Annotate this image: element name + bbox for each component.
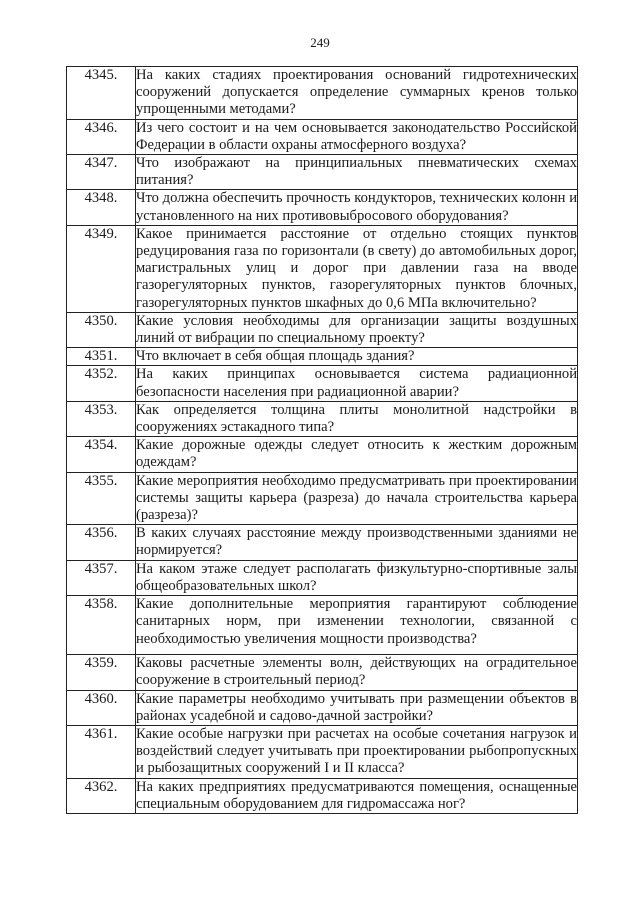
question-number: 4345. [67, 67, 136, 120]
question-number: 4353. [67, 401, 136, 436]
table-row [67, 155, 578, 190]
table-row [67, 67, 578, 120]
question-text: Что включает в себя общая площадь здания? [136, 348, 578, 366]
question-text: Как определяется толщина плиты монолитной надстройки в сооружениях эстакадного типа? [136, 401, 577, 436]
question-text: Какие дорожные одежды следует относить к жестким дорожным одеждам? [136, 437, 577, 471]
table-row [67, 437, 578, 472]
question-text: В каких случаях расстояние между производственными зданиями не нормируется? [136, 525, 577, 559]
questions-table [66, 66, 578, 814]
question-text: На каком этаже следует располагать физкультурно-спортивные залы общеобразовательных школ? [136, 560, 577, 594]
table-row [67, 366, 578, 401]
question-text: Какое принимается расстояние от отдельно стоящих пунктов редуцирования газа по горизонтали (в свету) до автомобильных дорог, магистральных улиц и дорог при давлении газа на вводе газорегуляторных пунктов, газорегуляторных пунктов блочных, газорегуляторных пунктов шкафных до 0,6 МПа включительно? [136, 225, 577, 311]
question-text: Какие дополнительные мероприятия гарантируют соблюдение санитарных норм, при изменении технологии, связанной с необходимостью увеличения мощности производства? [136, 596, 578, 655]
table-row [67, 401, 578, 436]
question-number: 4347. [67, 155, 136, 190]
page-number: 249 [310, 35, 330, 50]
question-number: 4348. [67, 190, 136, 225]
table-row [67, 190, 578, 225]
table-row [67, 119, 578, 154]
question-number: 4359. [67, 655, 136, 690]
question-text: Из чего состоит и на чем основывается законодательство Российской Федерации в области охраны атмосферного воздуха? [136, 119, 577, 153]
question-text: Что должна обеспечить прочность кондукторов, технических колонн и установленного на них противовыбросового оборудования? [136, 190, 577, 224]
table-row [67, 596, 578, 655]
question-text: Какие мероприятия необходимо предусматривать при проектировании системы защиты карьера (разреза) до начала строительства карьера (разреза)? [136, 472, 577, 524]
question-number: 4351. [67, 348, 136, 366]
table-row [67, 778, 578, 813]
table-row [67, 655, 578, 690]
table-row [67, 560, 578, 595]
table-row [67, 225, 578, 312]
question-number: 4360. [67, 690, 136, 725]
question-number: 4355. [67, 472, 136, 525]
table-row [67, 525, 578, 560]
table-row [67, 472, 578, 525]
question-text: На каких принципах основывается система радиационной безопасности населения при радиационной аварии? [136, 366, 577, 400]
table-row [67, 690, 578, 725]
question-text: Какие особые нагрузки при расчетах на особые сочетания нагрузок и воздействий следует учитывать при проектировании рыбопропускных и рыбозащитных сооружений I и II класса? [136, 725, 577, 777]
question-number: 4361. [67, 725, 136, 778]
table-row [67, 725, 578, 778]
question-text: Что изображают на принципиальных пневматических схемах питания? [136, 155, 577, 189]
table-row [67, 348, 578, 366]
question-number: 4362. [67, 778, 136, 813]
question-number: 4356. [67, 525, 136, 560]
question-number: 4357. [67, 560, 136, 595]
question-text: На каких стадиях проектирования оснований гидротехнических сооружений допускается определение суммарных кренов только упрощенными методами? [136, 67, 577, 118]
question-number: 4352. [67, 366, 136, 401]
question-text: Каковы расчетные элементы волн, действующих на оградительное сооружение в строительный период? [136, 655, 577, 689]
question-number: 4350. [67, 312, 136, 347]
question-number: 4349. [67, 225, 136, 312]
question-text: На каких предприятиях предусматриваются помещения, оснащенные специальным оборудованием для гидромассажа ног? [136, 778, 577, 812]
question-number: 4346. [67, 119, 136, 154]
table-row [67, 312, 578, 347]
question-text: Какие условия необходимы для организации защиты воздушных линий от вибрации по специальному проекту? [136, 312, 577, 347]
question-text: Какие параметры необходимо учитывать при размещении объектов в районах усадебной и садово-дачной застройки? [136, 690, 577, 724]
question-number: 4354. [67, 437, 136, 472]
question-number: 4358. [67, 596, 136, 655]
